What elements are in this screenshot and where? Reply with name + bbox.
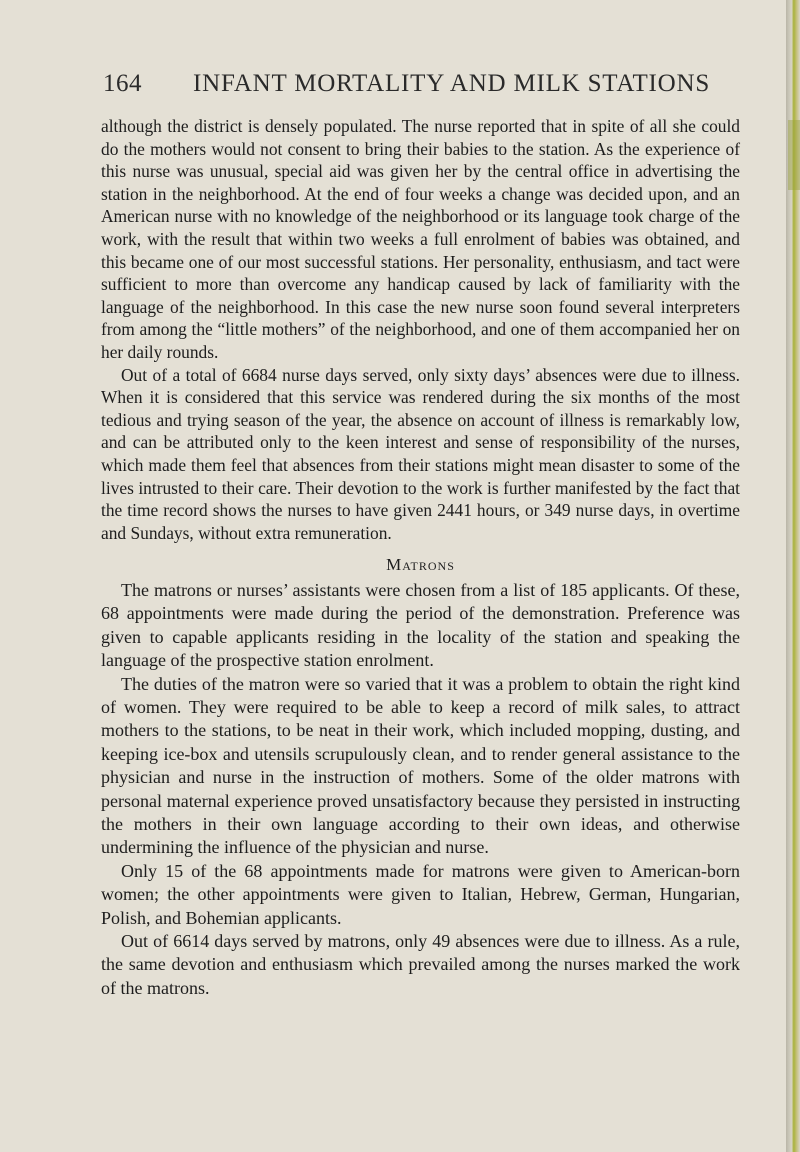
section-heading-matrons: Matrons [386,555,455,575]
page-number: 164 [103,70,142,97]
matrons-section [101,579,740,1000]
paragraph-matron-duties: The duties of the matron were so varied that it was a problem to obtain the right kind of women. They were required to be able to keep a record of milk sales, to attract mothers to the stations, to be neat in their work, which included mopping, dusting, and keeping ice-box and utensils scrupulously clean, and to render general assistance to the physician and nurse in the instruction of mothers. Some of the older matrons with personal maternal experience proved unsatisfactory because they persisted in instructing the mothers in their own language according to their own ideas, and otherwise undermining the influence of the physician and nurse. [101,673,740,858]
page-edge-mark [788,120,800,190]
paragraph-continued: although the district is densely populated. The nurse reported that in spite of all she could do the mothers would not consent to bring their babies to the station. As the experience of this nurse was unusual, special aid was given her by the central office in advertising the station in the neighborhood. At the end of four weeks a change was decided upon, and an American nurse with no knowledge of the neighborhood or its language took charge of the work, with the result that within two weeks a full enrolment of babies was obtained, and this became one of our most successful stations. Her personality, enthusiasm, and tact were sufficient to more than overcome any handicap caused by lack of familiarity with the language of the neighborhood. In this case the new nurse soon found several interpreters from among the “little mothers” of the neighborhood, and one of them accompanied her on her daily rounds. [101,116,740,362]
paragraph-matron-absences: Out of 6614 days served by matrons, only 49 absences were due to illness. As a rule, the same devotion and enthusiasm which prevailed among the nurses marked the work of the matrons. [101,930,740,998]
page-edge [786,0,800,1152]
running-head [103,70,743,106]
paragraph-matrons-chosen: The matrons or nurses’ assistants were chosen from a list of 185 applicants. Of these, 68 appointments were made during the period of the demonstration. Preference was given to capable applicants residing in the locality of the station and speaking the language of the prospective station enrolment. [101,579,740,671]
body-text [101,115,740,1000]
paragraph-appointments: Only 15 of the 68 appointments made for matrons were given to American-born women; the other appointments were given to Italian, Hebrew, German, Hungarian, Polish, and Bohemian applicants. [101,860,740,928]
paragraph-nurse-days: Out of a total of 6684 nurse days served, only sixty days’ absences were due to illness. When it is considered that this service was rendered during the six months of the most tedious and trying season of the year, the absence on account of illness is remarkably low, and can be attributed only to the keen interest and sense of responsibility of the nurses, which made them feel that absences from their stations might mean disaster to some of the lives intrusted to their care. Their devotion to the work is further manifested by the fact that the time record shows the nurses to have given 2441 hours, or 349 nurse days, in overtime and Sundays, without extra remuneration. [101,364,740,543]
running-title: INFANT MORTALITY AND MILK STATIONS [193,70,711,97]
